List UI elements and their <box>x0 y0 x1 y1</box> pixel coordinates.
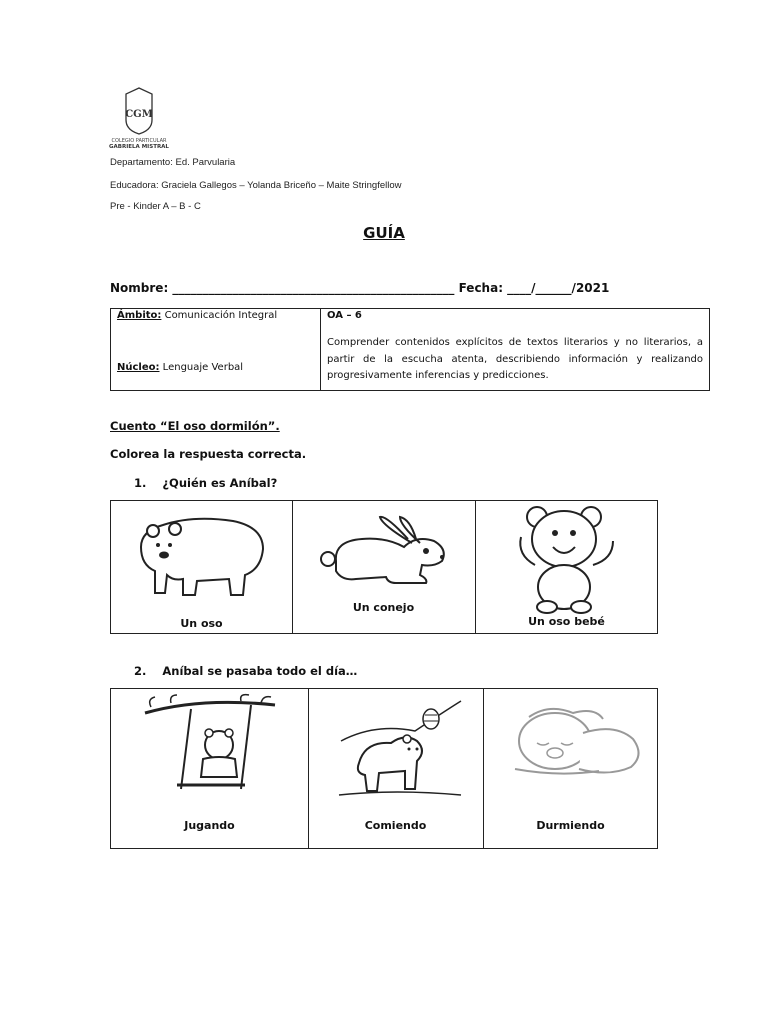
story-title: Cuento “El oso dormilón”. <box>110 419 280 433</box>
instruction-text: Colorea la respuesta correcta. <box>110 447 307 461</box>
nucleo-value: Lenguaje Verbal <box>159 362 244 373</box>
info-table <box>110 308 710 391</box>
educators-text: Educadora: Graciela Gallegos – Yolanda Briceño – Maite Stringfellow <box>110 180 402 191</box>
name-date-line[interactable]: Nombre: _______________________________________________ Fecha: ____/______/2021 <box>110 281 610 295</box>
option-label: Un oso bebé <box>528 615 605 628</box>
option-label: Jugando <box>184 819 235 832</box>
nucleo-label: Núcleo: <box>117 362 160 373</box>
options-grid-2 <box>110 688 658 849</box>
svg-text:CGM: CGM <box>125 109 153 120</box>
course-text: Pre - Kinder A – B - C <box>110 201 201 212</box>
option-label: Comiendo <box>364 819 427 832</box>
oa-label: OA – 6 <box>327 310 362 321</box>
bear-sleeping-icon[interactable] <box>499 703 647 783</box>
bear-swing-icon[interactable] <box>141 693 279 811</box>
question-2 <box>134 664 357 678</box>
nucleo-cell <box>117 362 243 373</box>
objective-text: Comprender contenidos explícitos de textos literarios y no literarios, a partir de la escucha atenta, describiendo información y realizando progresivamente inferencias y predicciones. <box>327 337 703 381</box>
question-number: 2. <box>134 664 147 678</box>
baby-bear-icon[interactable] <box>513 503 623 615</box>
bear-icon[interactable] <box>133 509 269 601</box>
ambito-label: Ámbito: <box>117 310 162 321</box>
page-title: GUÍA <box>363 224 405 242</box>
options-grid-1 <box>110 500 658 634</box>
ambito-value: Comunicación Integral <box>161 310 278 321</box>
bear-eating-icon[interactable] <box>335 691 465 803</box>
svg-text:COLEGIO PARTICULAR: COLEGIO PARTICULAR <box>111 138 167 144</box>
rabbit-icon[interactable] <box>316 511 451 591</box>
department-text: Departamento: Ed. Parvularia <box>110 157 236 168</box>
question-1 <box>134 476 277 490</box>
question-text: Aníbal se pasaba todo el día… <box>162 664 358 678</box>
option-label: Un conejo <box>352 601 415 614</box>
question-number: 1. <box>134 476 147 490</box>
ambito-cell <box>117 310 277 321</box>
svg-text:GABRIELA MISTRAL: GABRIELA MISTRAL <box>109 144 169 150</box>
school-logo <box>108 84 170 150</box>
info-table-divider <box>320 309 321 390</box>
question-text: ¿Quién es Aníbal? <box>162 476 278 490</box>
option-label: Un oso <box>180 617 223 630</box>
option-label: Durmiendo <box>536 819 605 832</box>
